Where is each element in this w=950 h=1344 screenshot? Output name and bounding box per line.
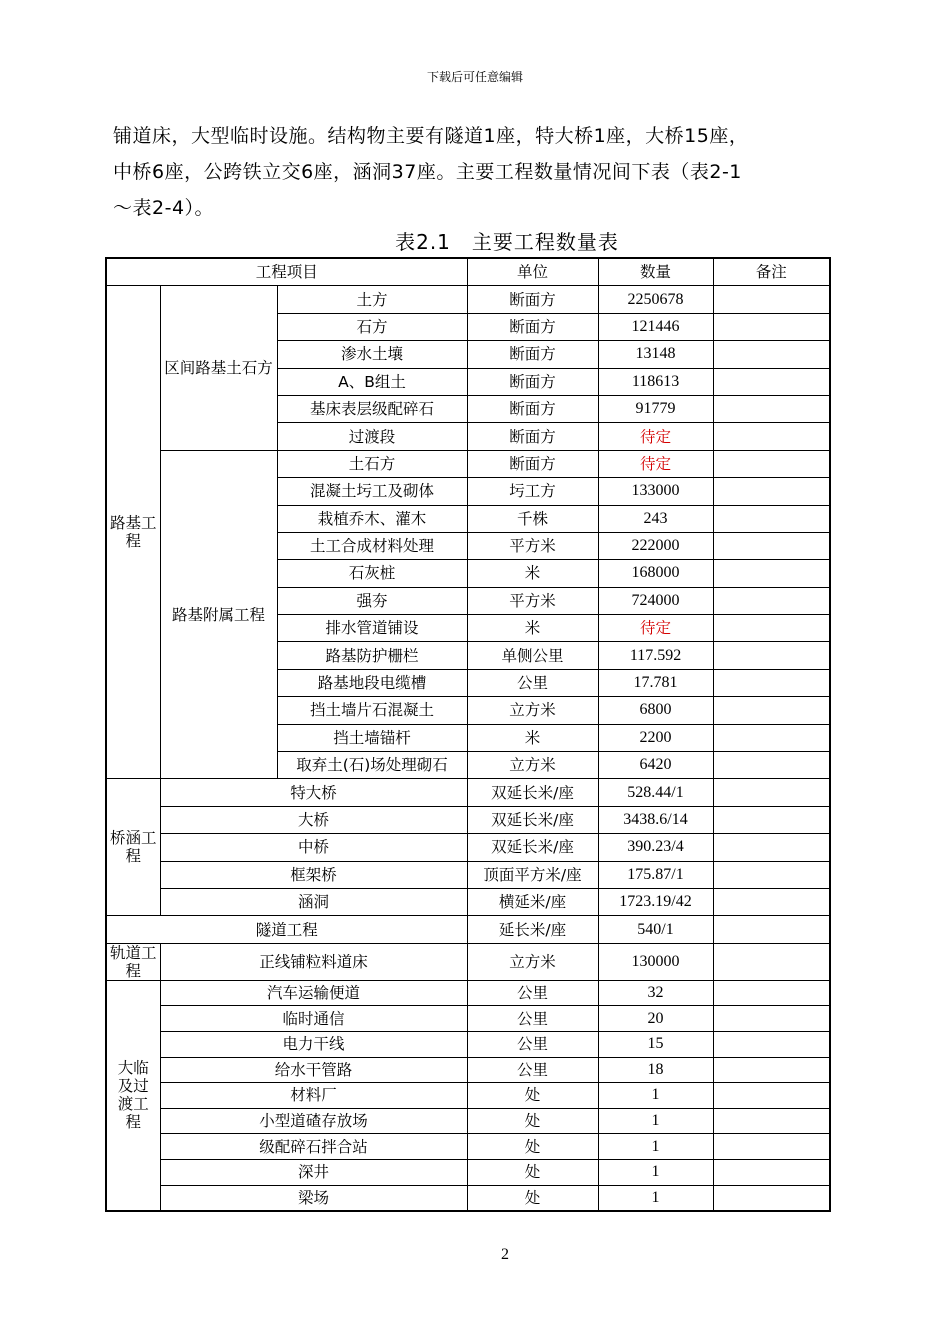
- row-unit: 圬工方: [467, 478, 598, 505]
- row-qty: 175.87/1: [598, 861, 713, 888]
- row-remark: [713, 313, 830, 340]
- quantity-table: [105, 257, 831, 1212]
- row-qty: 6800: [598, 697, 713, 724]
- row-qty: 1: [598, 1134, 713, 1160]
- row-qty: 222000: [598, 532, 713, 559]
- row-qty: 117.592: [598, 642, 713, 669]
- table-row: [106, 916, 830, 943]
- row-unit: 处: [467, 1159, 598, 1185]
- row-qty: 243: [598, 505, 713, 532]
- table-row: [106, 1057, 830, 1083]
- category-roadbed: 路基工程: [106, 286, 160, 779]
- row-name: 过渡段: [277, 423, 467, 450]
- row-remark: [713, 779, 830, 806]
- row-qty: 18: [598, 1057, 713, 1083]
- row-remark: [713, 669, 830, 696]
- row-remark: [713, 642, 830, 669]
- row-unit: 公里: [467, 980, 598, 1006]
- row-unit: 处: [467, 1083, 598, 1109]
- row-remark: [713, 395, 830, 422]
- row-remark: [713, 1108, 830, 1134]
- row-qty: 1: [598, 1083, 713, 1109]
- category-temporary: 大临及过渡工程: [106, 980, 160, 1211]
- header-item: 工程项目: [106, 258, 467, 286]
- row-remark: [713, 532, 830, 559]
- header-note: 下载后可任意编辑: [426, 70, 523, 84]
- row-remark: [713, 861, 830, 888]
- row-unit: 顶面平方米/座: [467, 861, 598, 888]
- row-unit: 公里: [467, 669, 598, 696]
- row-name: 渗水土壤: [277, 341, 467, 368]
- row-name: 梁场: [160, 1185, 467, 1211]
- table-row: [106, 1159, 830, 1185]
- table-row: [106, 1006, 830, 1032]
- row-unit: 公里: [467, 1057, 598, 1083]
- header-remark: 备注: [713, 258, 830, 286]
- row-name: 路基防护栅栏: [277, 642, 467, 669]
- row-qty: 32: [598, 980, 713, 1006]
- row-unit: 双延长米/座: [467, 834, 598, 861]
- row-name: 给水干管路: [160, 1057, 467, 1083]
- row-unit: 处: [467, 1185, 598, 1211]
- table-row: [106, 779, 830, 806]
- row-unit: 平方米: [467, 587, 598, 614]
- row-name: 挡土墙片石混凝土: [277, 697, 467, 724]
- row-qty: 1: [598, 1108, 713, 1134]
- table-caption: 表2.1 主要工程数量表: [395, 230, 619, 254]
- row-remark: [713, 478, 830, 505]
- row-name: 中桥: [160, 834, 467, 861]
- row-unit: 平方米: [467, 532, 598, 559]
- row-unit: 断面方: [467, 368, 598, 395]
- table-row: [106, 834, 830, 861]
- row-qty: 3438.6/14: [598, 806, 713, 833]
- row-qty: 724000: [598, 587, 713, 614]
- table-row: [106, 806, 830, 833]
- row-qty-pending: 待定: [598, 450, 713, 477]
- row-unit: 立方米: [467, 943, 598, 980]
- row-remark: [713, 587, 830, 614]
- row-qty: 91779: [598, 395, 713, 422]
- row-remark: [713, 916, 830, 943]
- row-qty: 1723.19/42: [598, 888, 713, 915]
- table-row: [106, 450, 830, 477]
- row-name: 基床表层级配碎石: [277, 395, 467, 422]
- row-unit: 公里: [467, 1031, 598, 1057]
- row-qty: 2200: [598, 724, 713, 751]
- row-qty: 130000: [598, 943, 713, 980]
- row-unit: 断面方: [467, 341, 598, 368]
- table-row: [106, 1134, 830, 1160]
- row-remark: [713, 806, 830, 833]
- row-remark: [713, 1083, 830, 1109]
- row-name: 石方: [277, 313, 467, 340]
- header-qty: 数量: [598, 258, 713, 286]
- row-name: 框架桥: [160, 861, 467, 888]
- row-unit: 公里: [467, 1006, 598, 1032]
- row-unit: 断面方: [467, 450, 598, 477]
- row-remark: [713, 1134, 830, 1160]
- row-qty: 20: [598, 1006, 713, 1032]
- row-remark: [713, 1031, 830, 1057]
- paragraph-line: 铺道床，大型临时设施。结构物主要有隧道1座，特大桥1座，大桥15座，: [113, 125, 749, 147]
- table-row: [106, 1185, 830, 1211]
- row-name: 隧道工程: [106, 916, 467, 943]
- row-qty: 17.781: [598, 669, 713, 696]
- row-unit: 米: [467, 724, 598, 751]
- page-number: 2: [501, 1246, 509, 1263]
- row-unit: 双延长米/座: [467, 806, 598, 833]
- row-remark: [713, 423, 830, 450]
- row-name: 大桥: [160, 806, 467, 833]
- row-unit: 处: [467, 1108, 598, 1134]
- table-row: [106, 888, 830, 915]
- row-name: 土石方: [277, 450, 467, 477]
- row-unit: 单侧公里: [467, 642, 598, 669]
- row-remark: [713, 1006, 830, 1032]
- row-remark: [713, 752, 830, 779]
- row-qty: 168000: [598, 560, 713, 587]
- category-bridge: 桥涵工程: [106, 779, 160, 916]
- row-name: 混凝土圬工及砌体: [277, 478, 467, 505]
- row-remark: [713, 341, 830, 368]
- row-qty-pending: 待定: [598, 615, 713, 642]
- row-unit: 断面方: [467, 286, 598, 313]
- row-name: 挡土墙锚杆: [277, 724, 467, 751]
- paragraph-line: 中桥6座，公跨铁立交6座，涵洞37座。主要工程数量情况间下表（表2-1: [113, 161, 742, 183]
- row-qty: 1: [598, 1159, 713, 1185]
- row-name: 临时通信: [160, 1006, 467, 1032]
- row-remark: [713, 286, 830, 313]
- row-remark: [713, 560, 830, 587]
- row-name: 石灰桩: [277, 560, 467, 587]
- row-name: 级配碎石拌合站: [160, 1134, 467, 1160]
- row-qty: 390.23/4: [598, 834, 713, 861]
- row-name: 正线铺粒料道床: [160, 943, 467, 980]
- row-remark: [713, 450, 830, 477]
- table-row: [106, 980, 830, 1006]
- row-qty: 133000: [598, 478, 713, 505]
- row-qty: 1: [598, 1185, 713, 1211]
- row-remark: [713, 1185, 830, 1211]
- intro-paragraph: [113, 118, 873, 226]
- table-row: [106, 1031, 830, 1057]
- row-name: 栽植乔木、灌木: [277, 505, 467, 532]
- row-name: 材料厂: [160, 1083, 467, 1109]
- row-unit: 双延长米/座: [467, 779, 598, 806]
- table-row: [106, 1108, 830, 1134]
- row-unit: 千株: [467, 505, 598, 532]
- table-row: [106, 1083, 830, 1109]
- row-name: 土方: [277, 286, 467, 313]
- row-qty: 118613: [598, 368, 713, 395]
- table-row: [106, 943, 830, 980]
- row-remark: [713, 1057, 830, 1083]
- row-remark: [713, 888, 830, 915]
- row-qty-pending: 待定: [598, 423, 713, 450]
- paragraph-line: ～表2-4）。: [113, 197, 215, 219]
- row-remark: [713, 368, 830, 395]
- row-name: 深井: [160, 1159, 467, 1185]
- row-name: 强夯: [277, 587, 467, 614]
- row-qty: 540/1: [598, 916, 713, 943]
- row-qty: 13148: [598, 341, 713, 368]
- table-row: [106, 286, 830, 313]
- row-unit: 处: [467, 1134, 598, 1160]
- row-remark: [713, 980, 830, 1006]
- table-row: [106, 861, 830, 888]
- row-qty: 2250678: [598, 286, 713, 313]
- subcategory-auxiliary: 路基附属工程: [160, 450, 277, 779]
- row-unit: 米: [467, 615, 598, 642]
- row-remark: [713, 1159, 830, 1185]
- row-remark: [713, 724, 830, 751]
- row-unit: 立方米: [467, 752, 598, 779]
- row-unit: 断面方: [467, 313, 598, 340]
- row-unit: 断面方: [467, 395, 598, 422]
- row-unit: 立方米: [467, 697, 598, 724]
- row-remark: [713, 615, 830, 642]
- row-name: 土工合成材料处理: [277, 532, 467, 559]
- row-qty: 15: [598, 1031, 713, 1057]
- row-name: 涵洞: [160, 888, 467, 915]
- row-unit: 横延米/座: [467, 888, 598, 915]
- row-name: A、B组土: [277, 368, 467, 395]
- row-remark: [713, 697, 830, 724]
- row-name: 小型道碴存放场: [160, 1108, 467, 1134]
- row-unit: 延长米/座: [467, 916, 598, 943]
- row-name: 取弃土(石)场处理砌石: [277, 752, 467, 779]
- row-remark: [713, 834, 830, 861]
- row-name: 排水管道铺设: [277, 615, 467, 642]
- table-header-row: [106, 258, 830, 286]
- row-qty: 528.44/1: [598, 779, 713, 806]
- row-qty: 121446: [598, 313, 713, 340]
- header-unit: 单位: [467, 258, 598, 286]
- row-remark: [713, 505, 830, 532]
- row-name: 特大桥: [160, 779, 467, 806]
- row-name: 电力干线: [160, 1031, 467, 1057]
- row-unit: 米: [467, 560, 598, 587]
- row-qty: 6420: [598, 752, 713, 779]
- category-track: 轨道工程: [106, 943, 160, 980]
- row-unit: 断面方: [467, 423, 598, 450]
- subcategory-earthwork: 区间路基土石方: [160, 286, 277, 450]
- row-name: 路基地段电缆槽: [277, 669, 467, 696]
- row-remark: [713, 943, 830, 980]
- row-name: 汽车运输便道: [160, 980, 467, 1006]
